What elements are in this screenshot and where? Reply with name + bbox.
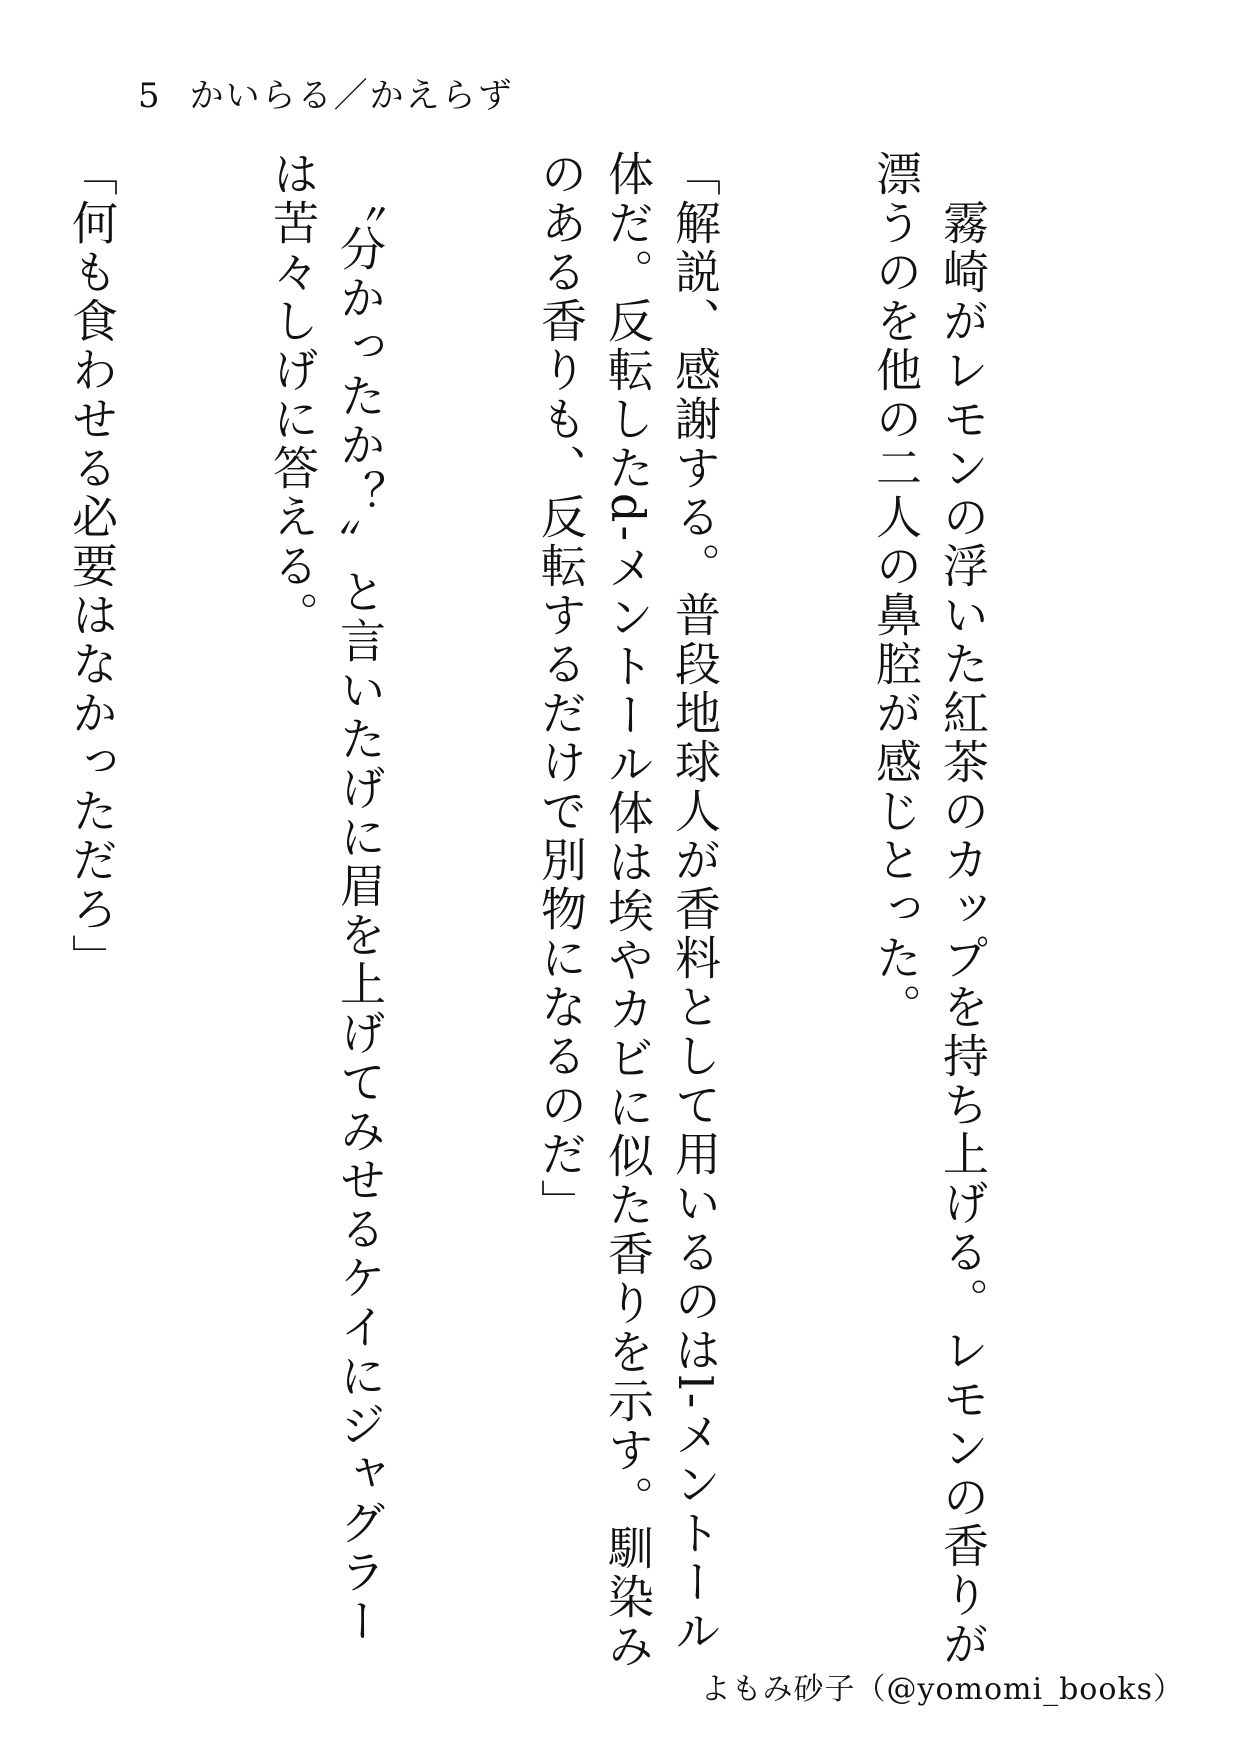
vertical-body-text [0, 150, 1130, 1680]
author-credit: よもみ砂子（@yomomi_books） [700, 1672, 1184, 1707]
paragraph: 「解説、感謝する。普段地球人が香料として用いるのはl-メントール体だ。反転したd-メントール体は埃やカビに似た香りを示す。馴染みのある香りも、反転するだけで別物になるのだ」 [534, 150, 722, 1671]
running-header [138, 68, 514, 117]
paragraph: 霧崎がレモンの浮いた紅茶のカップを持ち上げる。レモンの香りが漂うのを他の二人の鼻腔が感じとった。 [869, 150, 990, 1669]
chapter-number: 5 [138, 76, 162, 116]
chapter-title: かいらる／かえらず [189, 76, 514, 116]
paragraph: 「何も食わせる必要はなかっただろ」 [65, 150, 119, 983]
paragraph: 〝分かったか？〟と言いたげに眉を上げてみせるケイにジャグラーは苦々しげに答える。 [266, 150, 387, 1646]
